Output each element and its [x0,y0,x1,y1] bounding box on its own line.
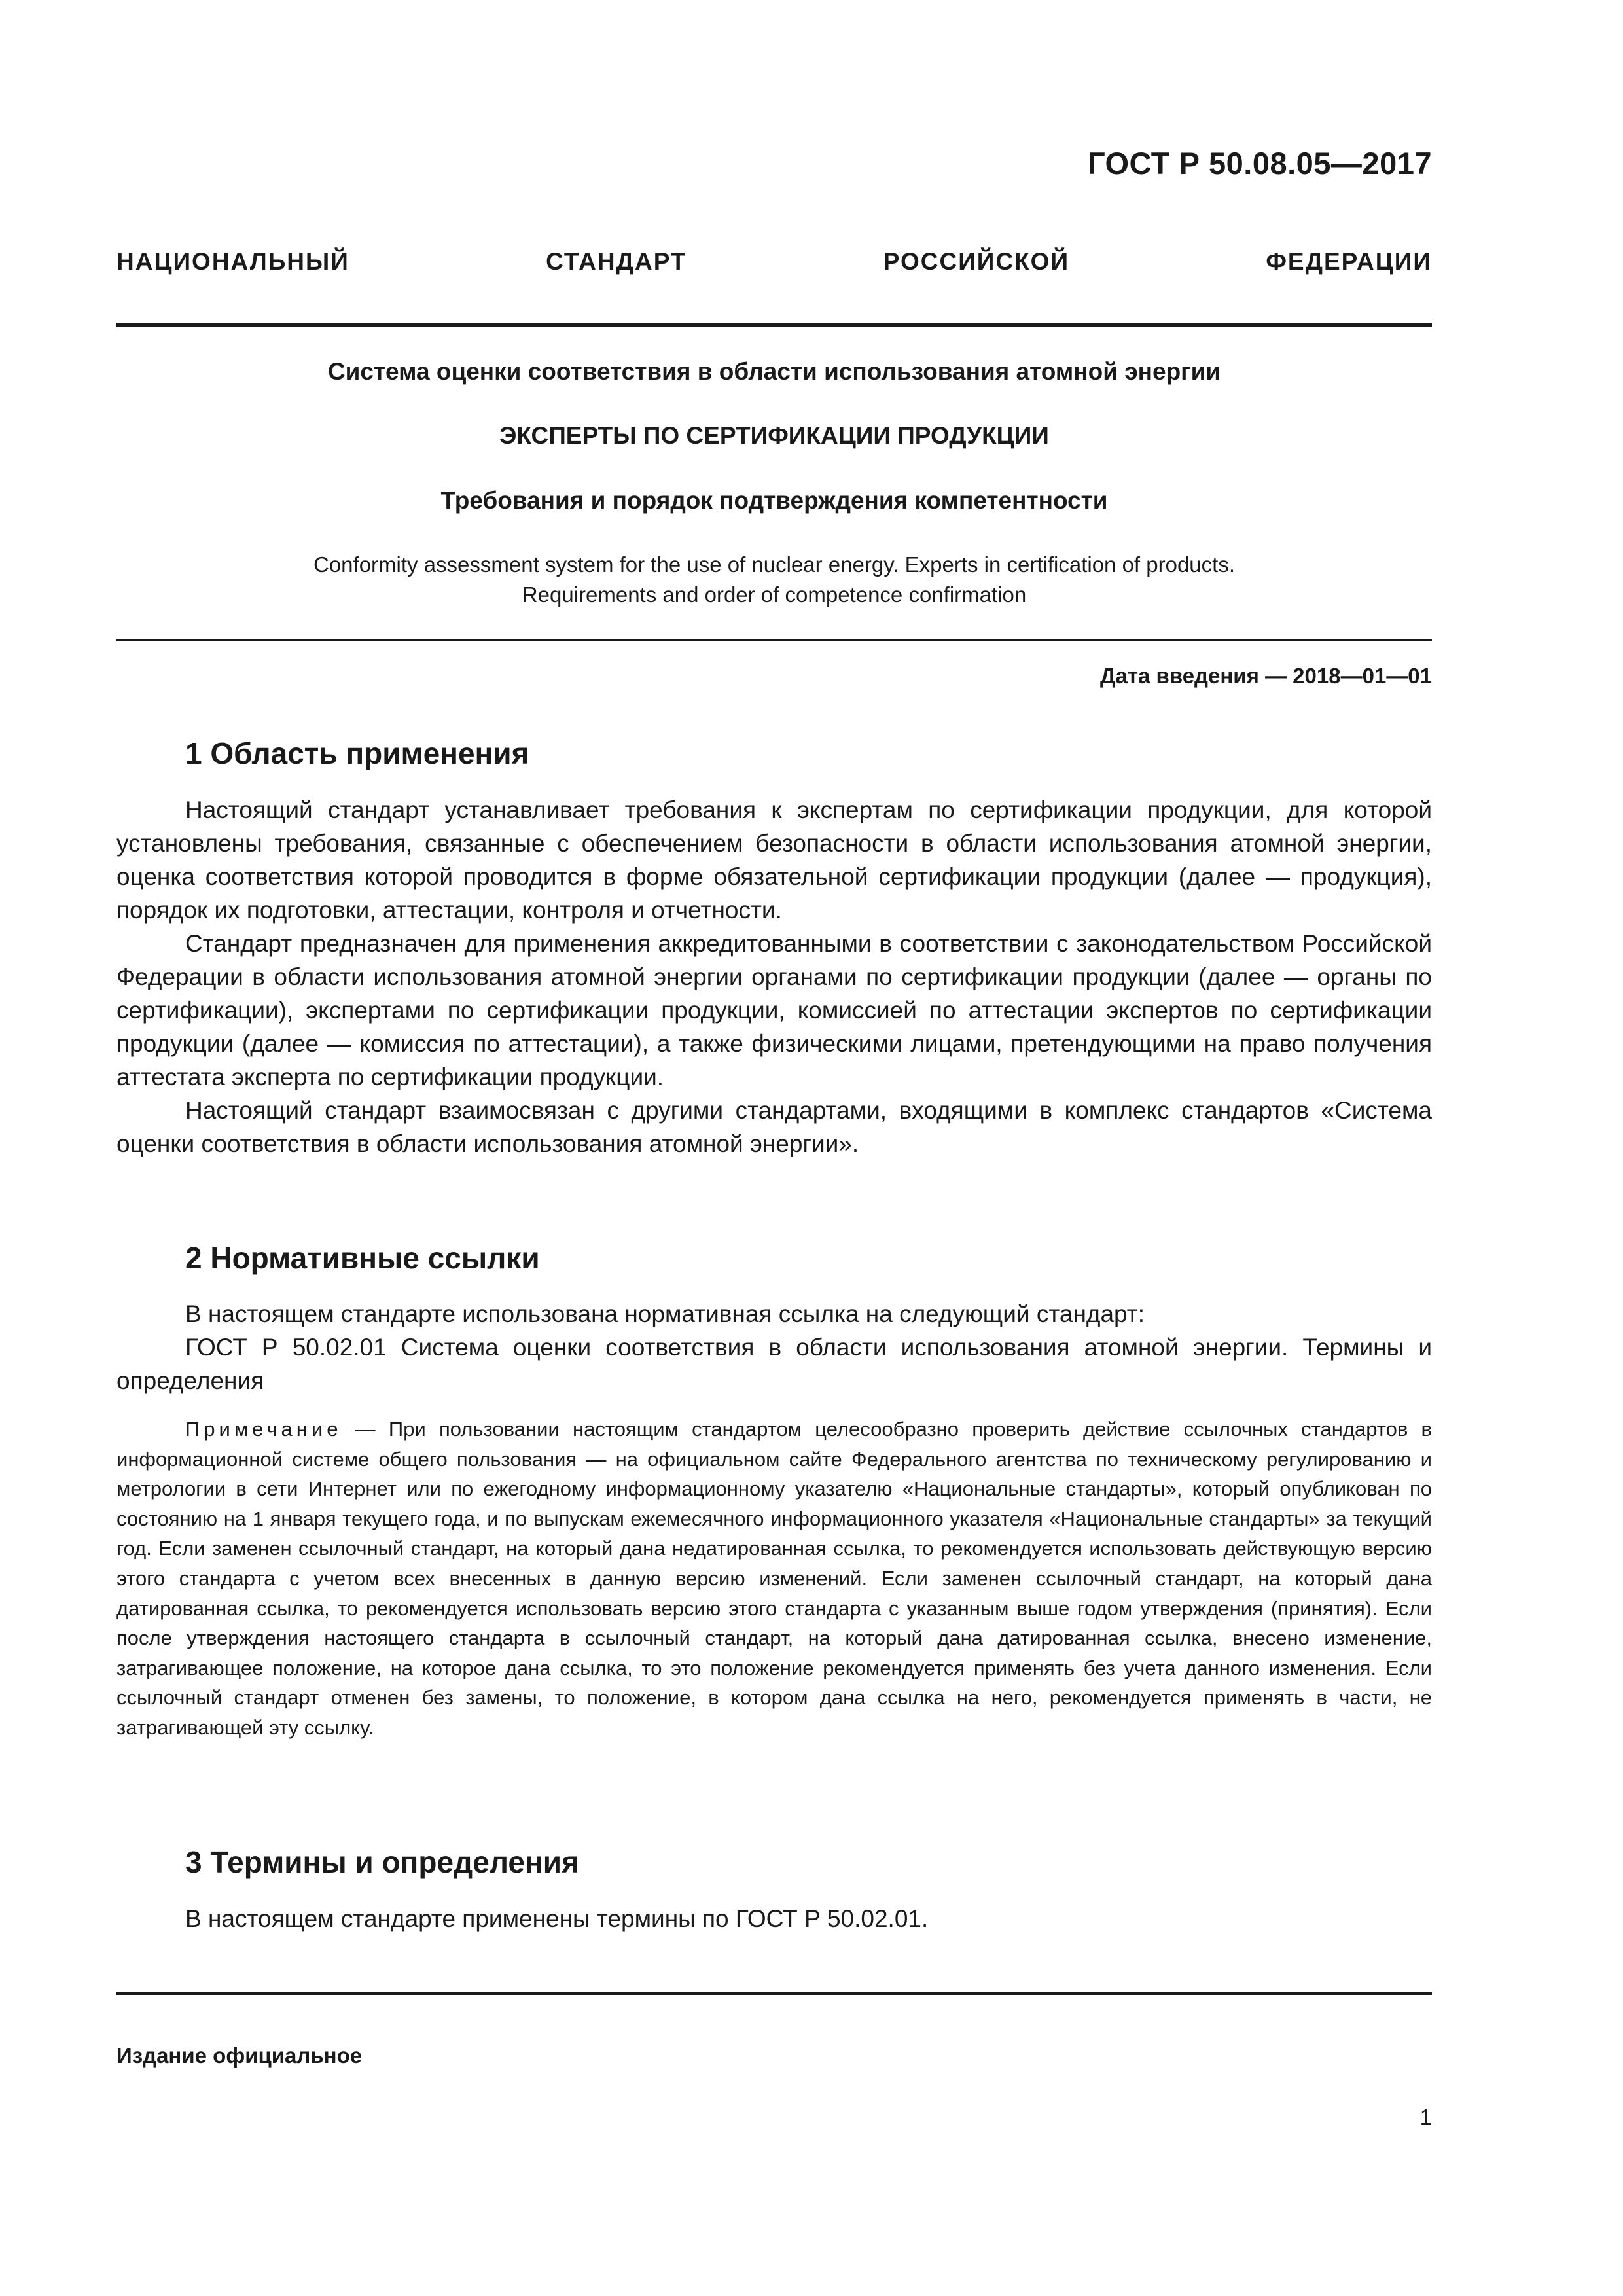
title-subtitle: Требования и порядок подтверждения компетентности [440,487,1108,514]
footer-divider [116,1992,1432,1995]
header-divider [116,323,1432,327]
section-1-paragraph-2: Стандарт предназначен для применения аккредитованными в соответствии с законодательством Российской Федерации в области использования атомной энергии органами по сертификации продукции (далее — органы по сертификации), экспертами по сертификации продукции, комиссией по аттестации экспертов по сертификации продукции (далее — комиссия по аттестации), а также физическими лицами, претендующими на право получения аттестата эксперта по сертификации продукции. [116,930,1432,1090]
title-main: ЭКСПЕРТЫ ПО СЕРТИФИКАЦИИ ПРОДУКЦИИ [499,422,1049,449]
section-3-heading: 3 Термины и определения [185,1845,579,1879]
section-2-note [116,1414,1432,1743]
title-divider [116,639,1432,641]
title-english [116,550,1432,610]
section-2-body [116,1297,1432,1397]
section-2-paragraph-2: ГОСТ Р 50.02.01 Система оценки соответствия в области использования атомной энергии. Термины и определения [116,1334,1432,1394]
edition-label: Издание официальное [116,2043,363,2068]
section-2-paragraph-1: В настоящем стандарте использована нормативная ссылка на следующий стандарт: [185,1300,1145,1327]
title-english-line-2: Requirements and order of competence confirmation [522,583,1027,607]
note-label: Примечание [185,1418,342,1441]
title-system: Система оценки соответствия в области использования атомной энергии [327,358,1221,385]
section-2-heading: 2 Нормативные ссылки [185,1241,540,1275]
section-1-body [116,793,1432,1160]
page-number: 1 [1419,2105,1432,2129]
section-1-paragraph-1: Настоящий стандарт устанавливает требования к экспертам по сертификации продукции, для которой установлены требования, связанные с обеспечением безопасности в области использования атомной энергии, оценка соответствия которой проводится в форме обязательной сертификации продукции (далее — продукция), порядок их подготовки, аттестации, контроля и отчетности. [116,797,1432,924]
section-3-body [116,1902,1432,1935]
section-1-paragraph-3: Настоящий стандарт взаимосвязан с другими стандартами, входящими в комплекс стандартов «Система оценки соответствия в области использования атомной энергии». [116,1097,1432,1157]
section-1-heading: 1 Область применения [185,736,529,770]
title-english-line-1: Conformity assessment system for the use of nuclear energy. Experts in certification of products. [313,552,1235,577]
document-page [116,0,1432,2296]
introduction-date: Дата введения — 2018—01—01 [1100,664,1432,688]
national-standard-header: НАЦИОНАЛЬНЫЙ СТАНДАРТ РОССИЙСКОЙ ФЕДЕРАЦИИ [116,248,1432,275]
document-code: ГОСТ Р 50.08.05—2017 [1087,146,1432,181]
note-text: — При пользовании настоящим стандартом целесообразно проверить действие ссылочных стандартов в информационной системе общего пользования — на официальном сайте Федерального агентства по техническому регулированию и метрологии в сети Интернет или по ежегодному информационному указателю «Национальные стандарты», который опубликован по состоянию на 1 января текущего года, и по выпускам ежемесячного информационного указателя «Национальные стандарты» за текущий год. Если заменен ссылочный стандарт, на который дана недатированная ссылка, то рекомендуется использовать действующую версию этого стандарта с учетом всех внесенных в данную версию изменений. Если заменен ссылочный стандарт, на который дана датированная ссылка, то рекомендуется использовать версию этого стандарта с указанным выше годом утверждения (принятия). Если после утверждения настоящего стандарта в ссылочный стандарт, на который дана датированная ссылка, внесено изменение, затрагивающее положение, на которое дана ссылка, то это положение рекомендуется применять без учета данного изменения. Если ссылочный стандарт отменен без замены, то положение, в котором дана ссылка на него, рекомендуется применять в части, не затрагивающей эту ссылку. [116,1418,1432,1739]
section-3-paragraph-1: В настоящем стандарте применены термины по ГОСТ Р 50.02.01. [185,1905,929,1932]
